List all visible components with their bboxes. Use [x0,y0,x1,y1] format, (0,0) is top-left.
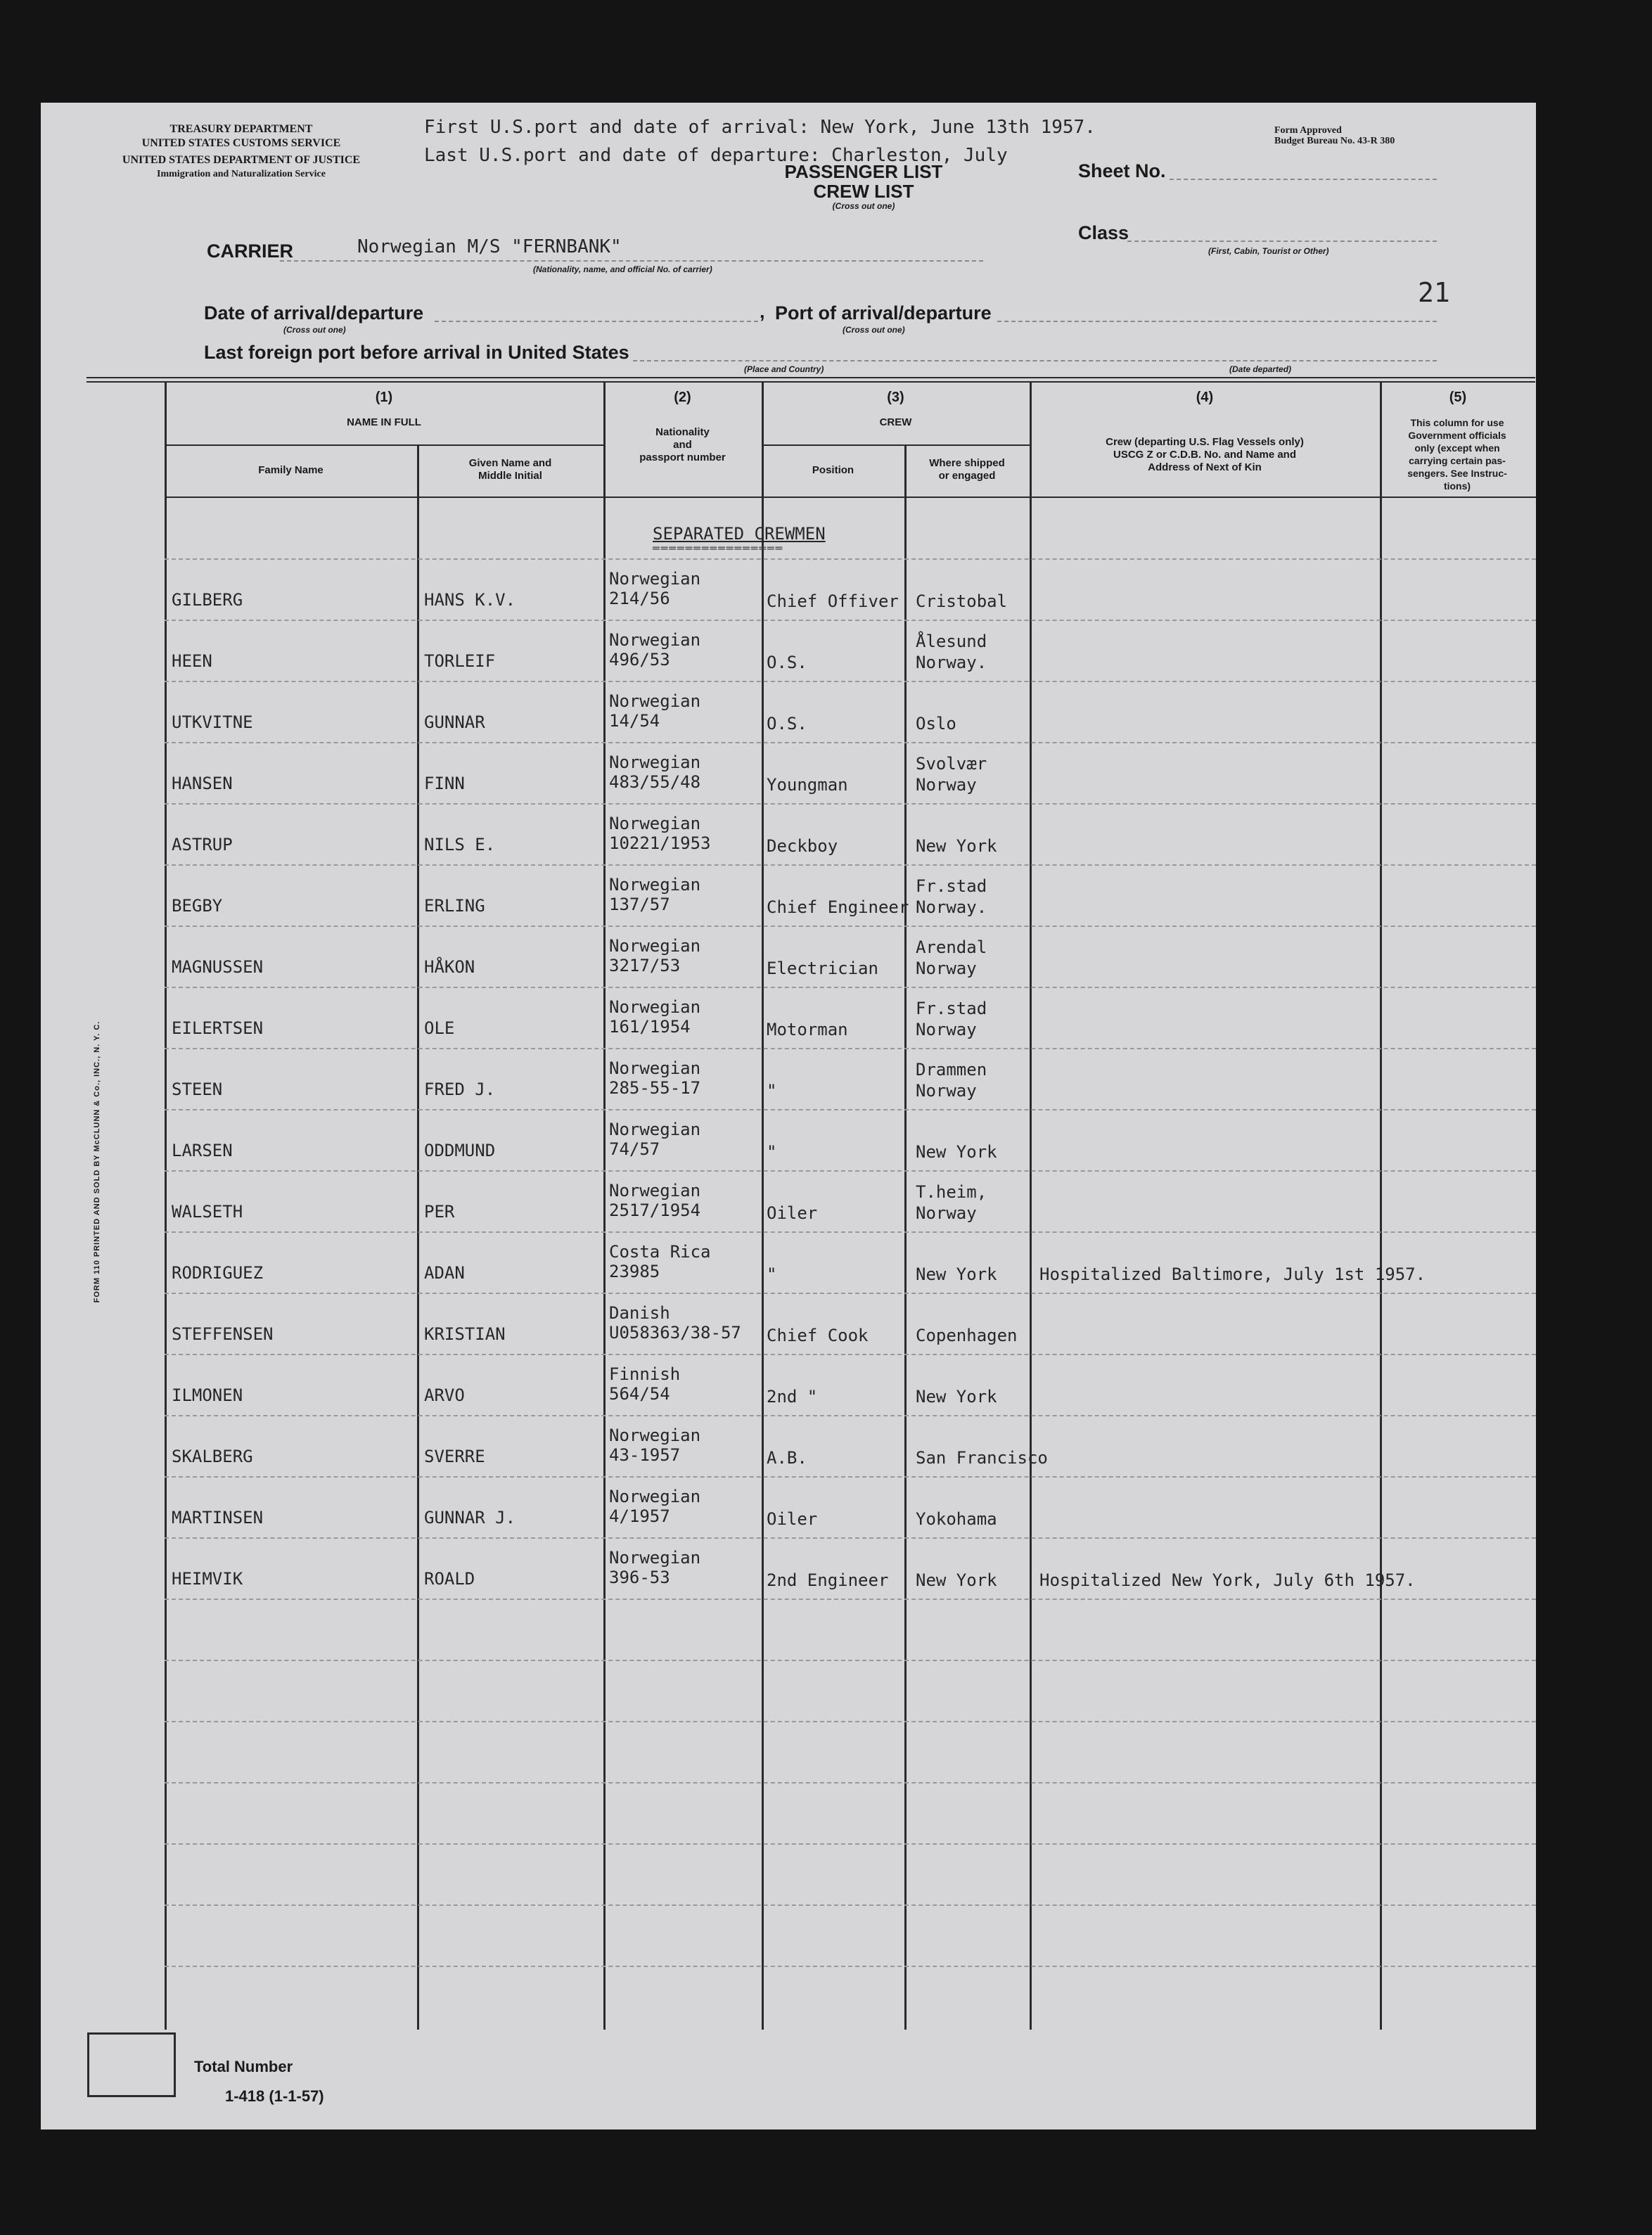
total-number-box [87,2032,176,2097]
place-country-note: (Place and Country) [744,364,824,374]
nationality: Norwegian [609,1548,701,1568]
given-name: FRED J. [424,1080,496,1099]
gov-use-header: This column for use Government officials only (except when carrying certain pas- sengers. See Instruc- tions) [1407,417,1507,492]
agency-line-2: UNITED STATES CUSTOMS SERVICE [141,137,341,149]
family-name: STEEN [172,1080,223,1099]
class-label: Class [1078,222,1129,243]
nationality: Norwegian [609,997,701,1017]
family-name-header: Family Name [258,464,324,476]
passport-number: 4/1957 [609,1506,670,1526]
family-name: GILBERG [172,590,243,610]
shipped-line-2: Norway [916,1081,977,1101]
passport-number: 43-1957 [609,1445,681,1465]
next-of-kin-note: Hospitalized Baltimore, July 1st 1957. [1039,1264,1426,1284]
passport-number: 3217/53 [609,956,681,975]
nationality: Norwegian [609,1120,701,1139]
nationality: Norwegian [609,1426,701,1445]
class-note: (First, Cabin, Tourist or Other) [1208,246,1329,256]
passport-number: 74/57 [609,1139,660,1159]
shipped-line-2: San Francisco [916,1448,1048,1468]
port-arrival-label: Port of arrival/departure [775,302,992,324]
family-name: MAGNUSSEN [172,957,264,977]
row-separator [165,742,1536,743]
row-separator [165,1415,1536,1416]
form-approved [1274,125,1395,146]
nationality: Norwegian [609,1487,701,1506]
position: " [767,1264,777,1284]
given-name: ADAN [424,1263,465,1283]
given-name: ARVO [424,1385,465,1405]
position: Oiler [767,1203,818,1223]
nationality: Costa Rica [609,1242,711,1262]
row-separator [165,1599,1536,1600]
row-separator [165,1904,1536,1906]
header-bottom-line [165,497,1536,498]
family-name: WALSETH [172,1202,243,1222]
passport-number: 285-55-17 [609,1078,701,1098]
shipped-line-2: Norway. [916,653,987,672]
row-separator [165,803,1536,805]
position: Youngman [767,775,848,795]
form-sheet [41,103,1536,2130]
shipped-line-2: Norway [916,1203,977,1223]
col-given-divider [417,444,419,2030]
row-separator [165,1293,1536,1294]
shipped-line-2: Yokohama [916,1509,997,1529]
nationality: Norwegian [609,691,701,711]
position: 2nd " [767,1387,818,1407]
shipped-line-1: Arendal [916,937,987,957]
class-line [1127,241,1437,242]
given-name: HANS K.V. [424,590,516,610]
last-port-line: Last U.S.port and date of departure: Charleston, July [424,145,1008,166]
row-separator [165,1782,1536,1783]
sheet-no-line [1170,179,1437,180]
nationality: Danish [609,1303,670,1323]
shipped-line-1: T.heim, [916,1182,987,1202]
first-port-line: First U.S.port and date of arrival: New York, June 13th 1957. [424,117,1096,138]
family-name: EILERTSEN [172,1018,264,1038]
position: Chief Cook [767,1326,869,1345]
col4-number: (4) [1196,390,1214,405]
family-name: BEGBY [172,896,223,916]
section-underline: ════════════════ [653,542,784,555]
row-separator [165,558,1536,560]
shipped-line-2: New York [916,1264,997,1284]
given-name: GUNNAR J. [424,1508,516,1528]
given-name: TORLEIF [424,651,496,671]
position: " [767,1142,777,1162]
given-name: SVERRE [424,1447,485,1466]
row-separator [165,620,1536,621]
given-name: PER [424,1202,455,1222]
row-separator [165,1537,1536,1539]
col1-number: (1) [375,390,393,405]
shipped-line-2: Norway. [916,897,987,917]
nationality-header: Nationality and passport number [639,426,726,463]
given-name: KRISTIAN [424,1324,506,1344]
passport-number: 214/56 [609,589,670,608]
page-number: 21 [1418,277,1450,308]
passport-number: 483/55/48 [609,772,701,792]
row-separator [165,1721,1536,1722]
position-header: Position [812,464,854,476]
passport-number: 496/53 [609,650,670,670]
crew-header: CREW [879,416,912,428]
port-arrival-line [997,321,1437,322]
shipped-line-1: Svolvær [916,754,987,774]
port-cross-note: (Cross out one) [843,325,905,335]
passport-number: 14/54 [609,711,660,731]
carrier-note: (Nationality, name, and official No. of carrier) [533,264,712,274]
nationality: Norwegian [609,630,701,650]
agency-line-1: TREASURY DEPARTMENT [169,123,313,135]
carrier-line [280,260,983,262]
comma-sep: , [760,301,765,322]
position: A.B. [767,1448,807,1468]
passenger-list-label: PASSENGER LIST [784,161,943,182]
passport-number: 10221/1953 [609,833,711,853]
agency-block [83,122,399,181]
family-name: UTKVITNE [172,712,253,732]
nationality: Norwegian [609,1058,701,1078]
carrier-label: CARRIER [207,241,294,262]
shipped-line-2: New York [916,836,997,856]
family-name: HEIMVIK [172,1569,243,1589]
row-separator [165,1660,1536,1661]
given-name: ODDMUND [424,1141,496,1160]
date-arrival-label: Date of arrival/departure [204,302,424,324]
shipped-line-2: Norway [916,775,977,795]
row-separator [165,1170,1536,1172]
row-separator [165,1109,1536,1110]
shipped-line-2: Oslo [916,714,956,734]
family-name: STEFFENSEN [172,1324,274,1344]
family-name: RODRIGUEZ [172,1263,264,1283]
nationality: Norwegian [609,569,701,589]
position: Oiler [767,1509,818,1529]
family-name: ASTRUP [172,835,233,854]
budget-bureau-label: Budget Bureau No. 43-R 380 [1274,136,1395,146]
date-arrival-line [435,321,758,322]
passport-number: 2517/1954 [609,1200,701,1220]
family-name: SKALBERG [172,1447,253,1466]
family-name: LARSEN [172,1141,233,1160]
shipped-line-2: New York [916,1142,997,1162]
position: Motorman [767,1020,848,1039]
family-name: ILMONEN [172,1385,243,1405]
last-foreign-port-label: Last foreign port before arrival in United States [204,342,629,363]
last-foreign-port-line [633,360,1437,361]
header-rule-1 [87,377,1535,378]
passport-number: U058363/38-57 [609,1323,741,1343]
position: Chief Offiver [767,591,899,611]
shipped-line-2: New York [916,1570,997,1590]
passport-number: 564/54 [609,1384,670,1404]
given-name: FINN [424,774,465,793]
row-separator [165,1048,1536,1049]
row-separator [165,1966,1536,1967]
position: Chief Engineer [767,897,909,917]
position: " [767,1081,777,1101]
nationality: Norwegian [609,1181,701,1200]
row-separator [165,987,1536,988]
row-separator [165,926,1536,927]
sheet-no-label: Sheet No. [1078,160,1166,181]
date-cross-note: (Cross out one) [283,325,346,335]
cross-out-note: (Cross out one) [832,201,895,211]
position: O.S. [767,714,807,734]
position: Deckboy [767,836,838,856]
col-shipped-divider [904,444,907,2030]
next-of-kin-note: Hospitalized New York, July 6th 1957. [1039,1570,1416,1590]
date-departed-note: (Date departed) [1229,364,1292,374]
col5-number: (5) [1449,390,1467,405]
family-name: HANSEN [172,774,233,793]
col3-subheader-line [762,444,1030,446]
passport-number: 161/1954 [609,1017,691,1037]
shipped-line-2: Copenhagen [916,1326,1018,1345]
shipped-line-2: New York [916,1387,997,1407]
given-name: GUNNAR [424,712,485,732]
shipped-line-1: Fr.stad [916,876,987,896]
shipped-line-1: Fr.stad [916,999,987,1018]
shipped-line-2: Norway [916,959,977,978]
given-name: NILS E. [424,835,496,854]
position: 2nd Engineer [767,1570,889,1590]
form-code: 1-418 (1-1-57) [225,2087,324,2105]
row-separator [165,864,1536,866]
agency-line-3: UNITED STATES DEPARTMENT OF JUSTICE [122,154,361,166]
shipped-line-1: Ålesund [916,632,987,651]
total-number-label: Total Number [194,2058,293,2075]
row-separator [165,1231,1536,1233]
family-name: HEEN [172,651,212,671]
row-separator [165,1354,1536,1355]
nationality: Norwegian [609,875,701,895]
nationality: Norwegian [609,753,701,772]
col3-number: (3) [887,390,904,405]
position: Electrician [767,959,878,978]
shipped-line-1: Drammen [916,1060,987,1080]
row-separator [165,1476,1536,1478]
passport-number: 396-53 [609,1568,670,1587]
header-rule-2 [87,381,1535,383]
col2-number: (2) [674,390,691,405]
given-name: OLE [424,1018,455,1038]
list-title [758,162,969,211]
next-of-kin-header: Crew (departing U.S. Flag Vessels only) USCG Z or C.D.B. No. and Name and Address of Next of Kin [1106,436,1304,473]
col1-title: NAME IN FULL [347,416,421,428]
where-shipped-header: Where shipped or engaged [929,457,1005,482]
nationality: Finnish [609,1364,681,1384]
crew-list-label: CREW LIST [813,181,914,202]
given-name-header: Given Name and Middle Initial [468,457,552,482]
given-name: ERLING [424,896,485,916]
family-name: MARTINSEN [172,1508,264,1528]
row-separator [165,681,1536,682]
agency-line-4: Immigration and Naturalization Service [157,169,326,179]
shipped-line-2: Cristobal [916,591,1008,611]
row-separator [165,1843,1536,1845]
section-title: SEPARATED CREWMEN [653,524,826,544]
form-approved-label: Form Approved [1274,125,1342,136]
nationality: Norwegian [609,814,701,833]
col1-subheader-line [165,444,603,446]
passport-number: 23985 [609,1262,660,1281]
nationality: Norwegian [609,936,701,956]
printer-mark: FORM 110 PRINTED AND SOLD BY McCLUNN & Co., INC., N. Y. C. [93,1020,101,1303]
given-name: HÅKON [424,957,475,977]
given-name: ROALD [424,1569,475,1589]
passport-number: 137/57 [609,895,670,914]
shipped-line-2: Norway [916,1020,977,1039]
position: O.S. [767,653,807,672]
carrier-value: Norwegian M/S "FERNBANK" [357,236,622,257]
